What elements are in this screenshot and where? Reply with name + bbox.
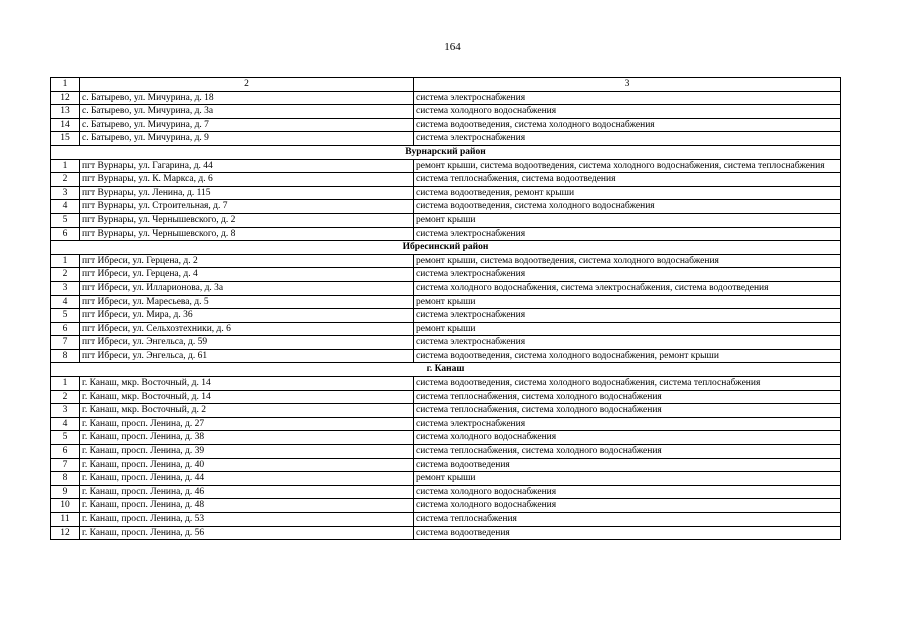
row-work: ремонт крыши	[414, 295, 841, 309]
row-address: с. Батырево, ул. Мичурина, д. 18	[80, 91, 414, 105]
row-number: 5	[51, 213, 80, 227]
row-work: система холодного водоснабжения	[414, 485, 841, 499]
row-address: с. Батырево, ул. Мичурина, д. 7	[80, 118, 414, 132]
row-address: г. Канаш, просп. Ленина, д. 40	[80, 458, 414, 472]
row-work: система водоотведения, система холодного водоснабжения, ремонт крыши	[414, 349, 841, 363]
table-row	[51, 377, 841, 391]
row-address: г. Канаш, просп. Ленина, д. 44	[80, 472, 414, 486]
row-address: пгт Ибреси, ул. Герцена, д. 4	[80, 268, 414, 282]
row-address: пгт Вурнары, ул. К. Маркса, д. 6	[80, 173, 414, 187]
row-address: г. Канаш, мкр. Восточный, д. 2	[80, 404, 414, 418]
table-row	[51, 309, 841, 323]
table-row	[51, 431, 841, 445]
table-row	[51, 159, 841, 173]
row-address: пгт Ибреси, ул. Мира, д. 36	[80, 309, 414, 323]
table-row	[51, 404, 841, 418]
row-work: система теплоснабжения, система холодного водоснабжения	[414, 390, 841, 404]
row-work: система электроснабжения	[414, 132, 841, 146]
row-address: г. Канаш, мкр. Восточный, д. 14	[80, 390, 414, 404]
row-address: пгт Вурнары, ул. Чернышевского, д. 8	[80, 227, 414, 241]
row-address: пгт Вурнары, ул. Ленина, д. 115	[80, 186, 414, 200]
column-header-work: 3	[414, 78, 841, 92]
row-number: 4	[51, 200, 80, 214]
row-work: система холодного водоснабжения, система электроснабжения, система водоотведения	[414, 281, 841, 295]
row-address: пгт Вурнары, ул. Чернышевского, д. 2	[80, 213, 414, 227]
column-header-address: 2	[80, 78, 414, 92]
row-work: система водоотведения, система холодного водоснабжения	[414, 118, 841, 132]
row-number: 7	[51, 336, 80, 350]
page-number: 164	[444, 41, 461, 53]
row-number: 14	[51, 118, 80, 132]
row-work: система водоотведения	[414, 526, 841, 540]
row-work: система электроснабжения	[414, 336, 841, 350]
row-number: 10	[51, 499, 80, 513]
row-work: ремонт крыши, система водоотведения, система холодного водоснабжения	[414, 254, 841, 268]
row-number: 3	[51, 404, 80, 418]
table-row	[51, 186, 841, 200]
row-address: г. Канаш, просп. Ленина, д. 56	[80, 526, 414, 540]
row-number: 3	[51, 281, 80, 295]
table-row	[51, 200, 841, 214]
table-row	[51, 458, 841, 472]
table-row	[51, 268, 841, 282]
row-work: система холодного водоснабжения	[414, 499, 841, 513]
table-row	[51, 213, 841, 227]
table-row	[51, 390, 841, 404]
row-work: система электроснабжения	[414, 309, 841, 323]
works-table	[50, 77, 841, 540]
row-number: 12	[51, 91, 80, 105]
row-address: пгт Ибреси, ул. Сельхозтехники, д. 6	[80, 322, 414, 336]
row-address: пгт Ибреси, ул. Энгельса, д. 61	[80, 349, 414, 363]
section-row	[51, 241, 841, 255]
row-number: 6	[51, 445, 80, 459]
row-number: 15	[51, 132, 80, 146]
row-number: 8	[51, 349, 80, 363]
row-number: 4	[51, 295, 80, 309]
row-address: пгт Ибреси, ул. Энгельса, д. 59	[80, 336, 414, 350]
row-address: с. Батырево, ул. Мичурина, д. 3а	[80, 105, 414, 119]
table-row	[51, 227, 841, 241]
row-work: система теплоснабжения	[414, 513, 841, 527]
row-number: 2	[51, 173, 80, 187]
row-work: ремонт крыши	[414, 322, 841, 336]
row-work: система водоотведения, система холодного водоснабжения	[414, 200, 841, 214]
row-number: 1	[51, 254, 80, 268]
row-work: система теплоснабжения, система холодного водоснабжения	[414, 404, 841, 418]
table-row	[51, 254, 841, 268]
table-body	[51, 78, 841, 540]
table-header-row	[51, 78, 841, 92]
table-row	[51, 91, 841, 105]
row-number: 6	[51, 322, 80, 336]
row-work: система водоотведения, ремонт крыши	[414, 186, 841, 200]
row-work: система электроснабжения	[414, 91, 841, 105]
table-row	[51, 336, 841, 350]
row-address: г. Канаш, просп. Ленина, д. 46	[80, 485, 414, 499]
row-address: пгт Ибреси, ул. Илларионова, д. 3а	[80, 281, 414, 295]
table-row	[51, 445, 841, 459]
table-row	[51, 281, 841, 295]
row-number: 7	[51, 458, 80, 472]
column-header-number: 1	[51, 78, 80, 92]
row-work: ремонт крыши	[414, 213, 841, 227]
row-number: 5	[51, 309, 80, 323]
section-title: Вурнарский район	[51, 145, 841, 159]
row-number: 9	[51, 485, 80, 499]
table-row	[51, 173, 841, 187]
row-address: г. Канаш, просп. Ленина, д. 38	[80, 431, 414, 445]
row-address: пгт Вурнары, ул. Гагарина, д. 44	[80, 159, 414, 173]
section-row	[51, 363, 841, 377]
section-title: г. Канаш	[51, 363, 841, 377]
table-row	[51, 526, 841, 540]
row-work: система теплоснабжения, система холодного водоснабжения	[414, 445, 841, 459]
row-address: г. Канаш, просп. Ленина, д. 27	[80, 417, 414, 431]
row-address: пгт Ибреси, ул. Герцена, д. 2	[80, 254, 414, 268]
row-work: система холодного водоснабжения	[414, 105, 841, 119]
row-number: 5	[51, 431, 80, 445]
row-number: 6	[51, 227, 80, 241]
table-row	[51, 417, 841, 431]
row-number: 1	[51, 159, 80, 173]
row-address: г. Канаш, просп. Ленина, д. 48	[80, 499, 414, 513]
row-number: 13	[51, 105, 80, 119]
row-work: ремонт крыши	[414, 472, 841, 486]
table-row	[51, 295, 841, 309]
section-row	[51, 145, 841, 159]
row-number: 11	[51, 513, 80, 527]
row-address: г. Канаш, мкр. Восточный, д. 14	[80, 377, 414, 391]
table-row	[51, 499, 841, 513]
row-number: 2	[51, 390, 80, 404]
row-address: с. Батырево, ул. Мичурина, д. 9	[80, 132, 414, 146]
row-number: 8	[51, 472, 80, 486]
row-work: ремонт крыши, система водоотведения, система холодного водоснабжения, система теплоснабжения	[414, 159, 841, 173]
table-row	[51, 513, 841, 527]
row-work: система теплоснабжения, система водоотведения	[414, 173, 841, 187]
table-row	[51, 349, 841, 363]
row-work: система водоотведения, система холодного водоснабжения, система теплоснабжения	[414, 377, 841, 391]
table-row	[51, 322, 841, 336]
row-address: г. Канаш, просп. Ленина, д. 39	[80, 445, 414, 459]
row-number: 1	[51, 377, 80, 391]
table-row	[51, 118, 841, 132]
row-number: 4	[51, 417, 80, 431]
row-work: система холодного водоснабжения	[414, 431, 841, 445]
row-address: г. Канаш, просп. Ленина, д. 53	[80, 513, 414, 527]
table-row	[51, 105, 841, 119]
row-number: 3	[51, 186, 80, 200]
row-work: система электроснабжения	[414, 227, 841, 241]
table-row	[51, 485, 841, 499]
section-title: Ибресинский район	[51, 241, 841, 255]
row-work: система электроснабжения	[414, 417, 841, 431]
row-work: система электроснабжения	[414, 268, 841, 282]
table-row	[51, 472, 841, 486]
table-row	[51, 132, 841, 146]
row-address: пгт Ибреси, ул. Маресьева, д. 5	[80, 295, 414, 309]
row-number: 2	[51, 268, 80, 282]
row-address: пгт Вурнары, ул. Строительная, д. 7	[80, 200, 414, 214]
row-work: система водоотведения	[414, 458, 841, 472]
row-number: 12	[51, 526, 80, 540]
